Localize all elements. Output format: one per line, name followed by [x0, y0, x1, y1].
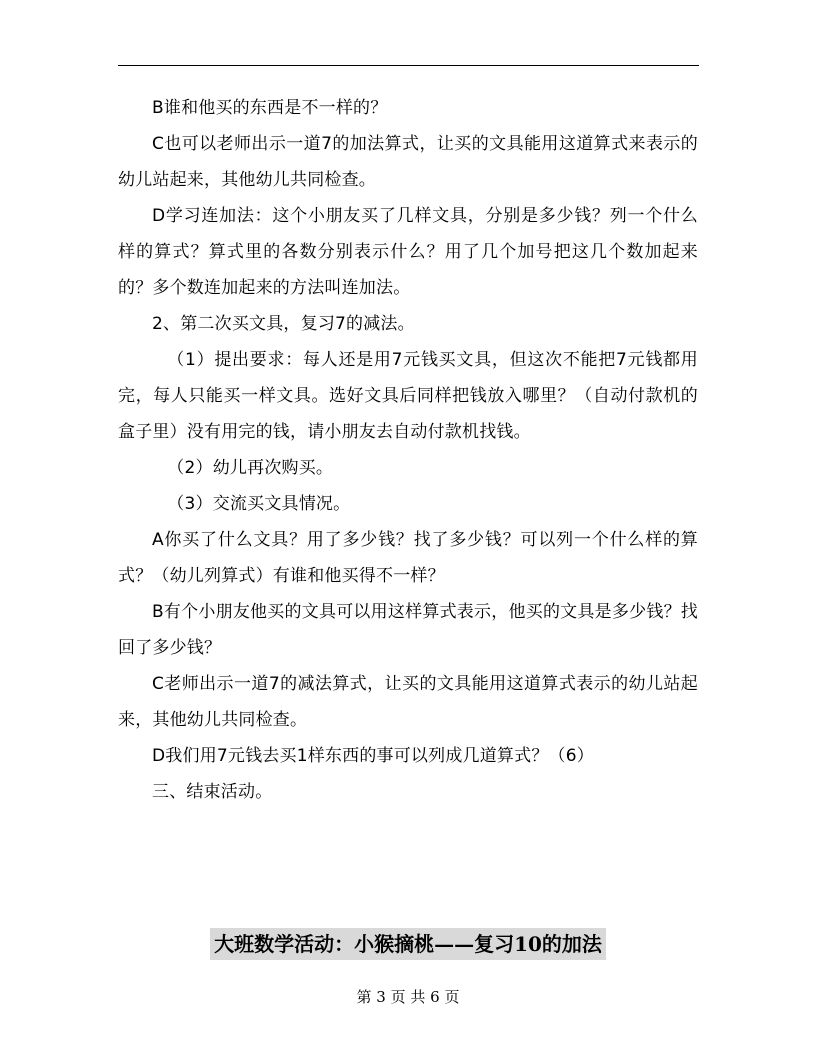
- paragraph: D学习连加法：这个小朋友买了几样文具，分别是多少钱？列一个什么样的算式？算式里的各数分别表示什么？用了几个加号把这几个数加起来的？多个数连加起来的方法叫连加法。: [118, 206, 698, 298]
- section-title: [0, 928, 816, 960]
- header-rule: [118, 65, 699, 66]
- body-text: [118, 90, 698, 810]
- section-title-text: 大班数学活动：小猴摘桃——复习10的加法: [210, 928, 606, 960]
- paragraph: （3）交流买文具情况。: [167, 494, 351, 514]
- paragraph: A你买了什么文具？用了多少钱？找了多少钱？可以列一个什么样的算式？（幼儿列算式）有谁和他买得不一样？: [118, 530, 698, 586]
- paragraph: B有个小朋友他买的文具可以用这样算式表示，他买的文具是多少钱？找回了多少钱？: [118, 602, 698, 658]
- paragraph: C老师出示一道7的减法算式，让买的文具能用这道算式表示的幼儿站起来，其他幼儿共同检查。: [118, 674, 698, 730]
- page-footer: 第 3 页 共 6 页: [356, 988, 460, 1006]
- paragraph: 2、第二次买文具，复习7的减法。: [152, 314, 415, 334]
- paragraph: D我们用7元钱去买1样东西的事可以列成几道算式？（6）: [152, 746, 594, 766]
- paragraph: B谁和他买的东西是不一样的？: [152, 98, 388, 118]
- paragraph: （1）提出要求：每人还是用7元钱买文具，但这次不能把7元钱都用完，每人只能买一样文具。选好文具后同样把钱放入哪里？（自动付款机的盒子里）没有用完的钱，请小朋友去自动付款机找钱。: [118, 350, 698, 442]
- paragraph: C也可以老师出示一道7的加法算式，让买的文具能用这道算式来表示的幼儿站起来，其他幼儿共同检查。: [118, 134, 698, 190]
- paragraph: 三、结束活动。: [152, 782, 273, 802]
- paragraph: （2）幼儿再次购买。: [167, 458, 334, 478]
